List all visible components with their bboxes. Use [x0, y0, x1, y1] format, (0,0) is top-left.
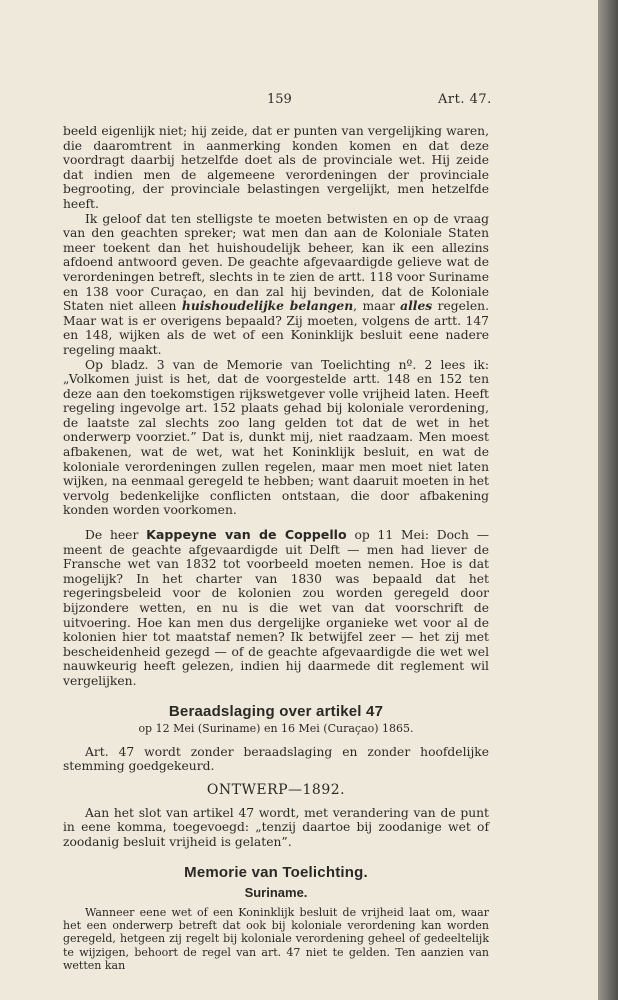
paragraph-2-part1: Ik geloof dat ten stelligste te moeten betwisten en op de vraag van den geachten spreker; wat men dan aan de Koloniale Staten meer toekent dan het huishoudelijk beheer, kan ik een allezins afdoend antwoord geven. De geachte afgevaardigde gelieve wat de verordeningen betreft, slechts in te zien de artt. 118 voor Suriname en 138 voor Curaçao, en dan zal hij bevinden, dat de Koloniale Staten niet alleen — [63, 211, 489, 314]
paragraph-2-part2: , maar — [353, 299, 401, 314]
page-number: 159 — [267, 92, 292, 107]
page-body — [63, 124, 489, 973]
paragraph-ontwerp: Aan het slot van artikel 47 wordt, met verandering van de punt in eene komma, toegevoegd: „tenzij daartoe bij zoodanige wet of zoodanig besluit vrijheid is gelaten”. — [63, 805, 489, 849]
section-title-ontwerp: ONTWERP—1892. — [206, 781, 346, 798]
paragraph-memorie: Wanneer eene wet of een Koninklijk besluit de vrijheid laat om, waar het een onderwerp betreft dat ook bij koloniale verordening kan worden geregeld, hetgeen zij regelt bij koloniale verordening geheel of gedeeltelijk te wijzigen, behoort de regel van art. 47 niet te gelden. Ten aanzien van wetten kan — [63, 905, 489, 973]
section-subline-dates: op 12 Mei (Suriname) en 16 Mei (Curaçao) 1865. — [138, 721, 414, 735]
running-header — [0, 92, 598, 110]
paragraph-1: beeld eigenlijk niet; hij zeide, dat er punten van vergelijking waren, die daaromtrent in aanmerking konden komen en dat deze voordragt daarbij hetzelfde doet als de provinciale wet. Hij zeide dat indien men de algemeene verordeningen der provinciale begrooting, der provinciale belastingen vergelijkt, men hetzelfde heeft. — [63, 124, 489, 211]
section-heading-beraadslaging: Beraadslaging over artikel 47 — [168, 702, 384, 720]
speaker-name: Kappeyne van de Coppello — [146, 527, 347, 543]
emphasis-alles: alles — [400, 298, 433, 314]
book-spine-edge — [598, 0, 618, 1000]
paragraph-4 — [63, 528, 489, 689]
paragraph-4-pre: De heer — [85, 528, 147, 543]
paragraph-2-part3: regelen. Maar wat is er overigens bepaald? Zij moeten, volgens de artt. 147 en 148, wijken als de wet of een Koninklijk besluit eene nadere regeling maakt. — [63, 299, 489, 357]
paragraph-4-post: op 11 Mei: Doch — meent de geachte afgevaardigde uit Delft — men had liever de Fransche wet van 1832 tot voorbeeld moeten nemen. Hoe is dat mogelijk? In het charter van 1830 was bepaald dat het regeringsbeleid voor de kolonien zou worden geregeld door bijzondere wetten, en nu is die wet van dat voorschrift de uitvoering. Hoe kan men dus dergelijke organieke wet voor al de kolonien hier tot maatstaf nemen? Ik betwijfel zeer — het zij met bescheidenheid gezegd — of de geachte afgevaardigde die wet wel nauwkeurig heeft gelezen, indien hij daarmede dit reglement wil vergelijken. — [63, 528, 489, 688]
paragraph-2 — [63, 212, 489, 358]
emphasis-huishoudelijke-belangen: huishoudelijke belangen — [181, 298, 354, 314]
section-heading-memorie: Memorie van Toelichting. — [184, 863, 368, 881]
article-label: Art. 47. — [438, 92, 492, 107]
paragraph-art-47: Art. 47 wordt zonder beraadslaging en zonder hoofdelijke stemming goedgekeurd. — [63, 744, 489, 774]
subheading-suriname: Suriname. — [244, 884, 308, 900]
paragraph-3: Op bladz. 3 van de Memorie van Toelichting nº. 2 lees ik: „Volkomen juist is het, dat de voorgestelde artt. 148 en 152 ten deze aan den toekomstigen rijkswetgever volle vrijheid laten. Heeft regeling ingevolge art. 152 plaats gehad bij koloniale verordening, de laatste zal slechts zoo lang gelden tot dat de wet in het onderwerp voorziet.” Dat is, dunkt mij, niet raadzaam. Men moest afbakenen, wat de wet, wat het Koninklijk besluit, en wat de koloniale verordeningen zullen regelen, maar men moet niet laten wijken, na eenmaal geregeld te hebben; want daaruit moeten in het vervolg bedenkelijke conflicten ontstaan, die door afbakening konden worden voorkomen. — [63, 357, 489, 518]
